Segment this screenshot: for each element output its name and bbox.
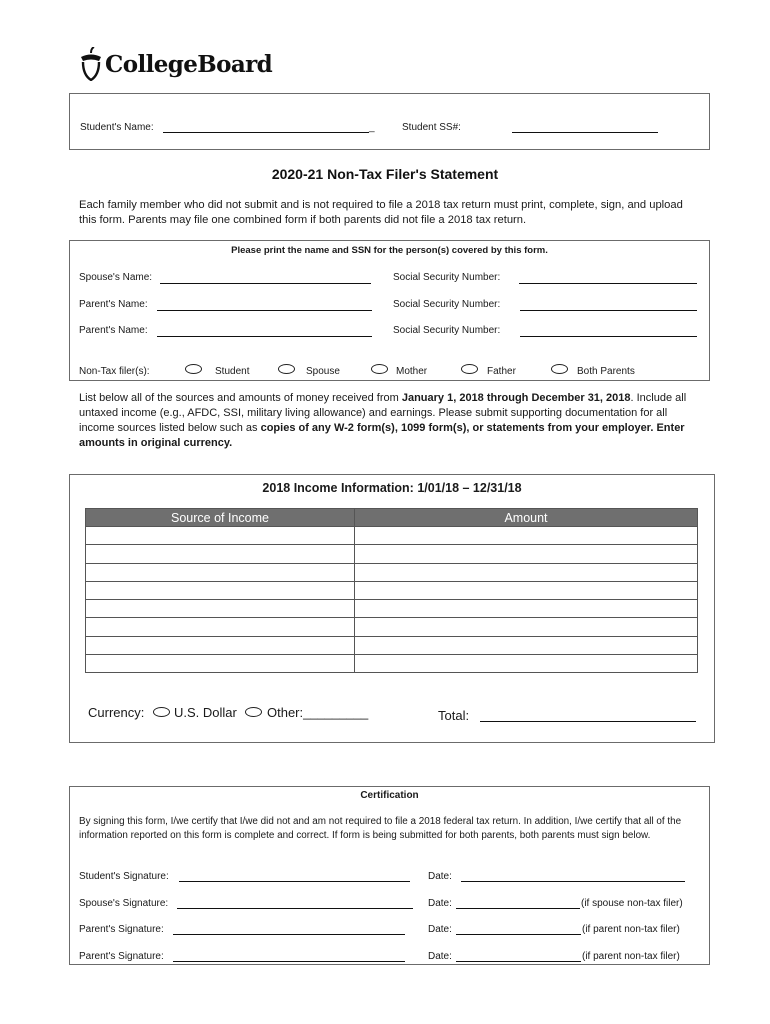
acorn-icon	[78, 47, 104, 81]
table-row	[86, 655, 698, 673]
filer-student-radio[interactable]	[185, 364, 202, 374]
filer-father-label: Father	[487, 366, 516, 377]
currency-label: Currency:	[88, 705, 145, 720]
student-signature-label: Student's Signature:	[79, 871, 169, 882]
source-cell[interactable]	[86, 581, 355, 599]
parent2-signature-note: (if parent non-tax filer)	[582, 951, 680, 962]
amount-cell[interactable]	[355, 581, 698, 599]
instructions-date-range: January 1, 2018 through December 31, 2018	[401, 392, 631, 404]
filer-both-parents-label: Both Parents	[577, 366, 635, 377]
income-instructions	[79, 391, 699, 451]
parent1-date-label: Date:	[428, 924, 452, 935]
source-cell[interactable]	[86, 636, 355, 654]
parent1-ssn-label: Social Security Number:	[393, 299, 501, 310]
student-date-label: Date:	[428, 871, 452, 882]
currency-other-label[interactable]: Other:_________	[267, 705, 369, 720]
filer-spouse-radio[interactable]	[278, 364, 295, 374]
spouse-date-label: Date:	[428, 898, 452, 909]
parent2-ssn-label: Social Security Number:	[393, 325, 501, 336]
college-board-logo	[78, 44, 272, 84]
amount-cell[interactable]	[355, 618, 698, 636]
intro-paragraph: Each family member who did not submit and is not required to file a 2018 tax return must print, complete, sign, and upload this form. Parents may file one combined form if both parents did not file a 2018 tax return.	[79, 199, 683, 226]
student-ssn-label: Student SS#:	[402, 122, 461, 133]
parent1-date-field[interactable]	[456, 934, 581, 935]
student-name-trailing: _	[369, 122, 375, 133]
spouse-signature-note: (if spouse non-tax filer)	[581, 898, 683, 909]
parent1-signature-label: Parent's Signature:	[79, 924, 164, 935]
student-ssn-field[interactable]	[512, 132, 658, 133]
page-title: 2020-21 Non-Tax Filer's Statement	[271, 166, 499, 182]
filer-mother-label: Mother	[396, 366, 428, 377]
parent2-name-label: Parent's Name:	[79, 325, 148, 336]
spouse-signature-label: Spouse's Signature:	[79, 898, 169, 909]
total-label: Total:	[438, 708, 470, 723]
certification-text: By signing this form, I/we certify that I/we did not and am not required to file a 2018 federal tax return. In addition, I/we certify that all of the information reported on this form is complete and correct. If form is being submitted for both parents, both parents must sign below.	[79, 816, 682, 841]
parent1-signature-note: (if parent non-tax filer)	[582, 924, 680, 935]
filer-student-label: Student	[215, 366, 250, 377]
parent1-signature-field[interactable]	[173, 934, 405, 935]
amount-cell[interactable]	[355, 600, 698, 618]
table-row	[86, 563, 698, 581]
filer-father-radio[interactable]	[461, 364, 478, 374]
currency-usd-label: U.S. Dollar	[174, 705, 237, 720]
logo-text: CollegeBoard	[105, 50, 273, 78]
table-row	[86, 636, 698, 654]
covered-heading: Please print the name and SSN for the person(s) covered by this form.	[231, 245, 548, 256]
instructions-text-2: . Include all untaxed income (e.g., AFDC, SSI, military living allowance) and earnings. Please submit supporting documentation for all income sources listed below such as	[79, 392, 687, 434]
parent1-name-label: Parent's Name:	[79, 299, 148, 310]
currency-other-radio[interactable]	[245, 707, 262, 717]
instructions-documents: copies of any W-2 form(s), 1099 form(s), or statements from your employer. Enter amounts in original currency.	[79, 422, 685, 449]
source-cell[interactable]	[86, 618, 355, 636]
filer-mother-radio[interactable]	[371, 364, 388, 374]
spouse-ssn-label: Social Security Number:	[393, 272, 501, 283]
parent2-signature-field[interactable]	[173, 961, 405, 962]
table-row	[86, 545, 698, 563]
income-heading: 2018 Income Information: 1/01/18 – 12/31/18	[262, 481, 522, 495]
currency-usd-radio[interactable]	[153, 707, 170, 717]
spouse-date-field[interactable]	[456, 908, 580, 909]
spouse-ssn-field[interactable]	[519, 283, 697, 284]
amount-cell[interactable]	[355, 545, 698, 563]
source-cell[interactable]	[86, 527, 355, 545]
non-tax-filers-label: Non-Tax filer(s):	[79, 366, 150, 377]
parent2-ssn-field[interactable]	[520, 336, 697, 337]
parent2-date-field[interactable]	[456, 961, 581, 962]
table-row	[86, 618, 698, 636]
parent1-name-field[interactable]	[157, 310, 372, 311]
amount-cell[interactable]	[355, 636, 698, 654]
spouse-signature-field[interactable]	[177, 908, 413, 909]
amount-cell[interactable]	[355, 563, 698, 581]
filer-both-parents-radio[interactable]	[551, 364, 568, 374]
amount-cell[interactable]	[355, 655, 698, 673]
table-row	[86, 527, 698, 545]
source-cell[interactable]	[86, 545, 355, 563]
certification-heading: Certification	[360, 790, 419, 801]
total-field[interactable]	[480, 721, 696, 722]
source-column-header: Source of Income	[86, 509, 355, 527]
parent1-ssn-field[interactable]	[520, 310, 697, 311]
income-table	[85, 508, 698, 673]
student-name-label: Student's Name:	[80, 122, 154, 133]
parent2-name-field[interactable]	[157, 336, 372, 337]
student-name-field[interactable]	[163, 132, 369, 133]
amount-column-header: Amount	[355, 509, 698, 527]
income-table-header	[86, 509, 698, 527]
table-row	[86, 581, 698, 599]
filer-spouse-label: Spouse	[306, 366, 340, 377]
parent2-signature-label: Parent's Signature:	[79, 951, 164, 962]
student-date-field[interactable]	[461, 881, 685, 882]
spouse-name-label: Spouse's Name:	[79, 272, 153, 283]
instructions-text-1: List below all of the sources and amounts of money received from	[79, 392, 402, 404]
student-info-box	[69, 93, 710, 150]
amount-cell[interactable]	[355, 527, 698, 545]
parent2-date-label: Date:	[428, 951, 452, 962]
source-cell[interactable]	[86, 563, 355, 581]
student-signature-field[interactable]	[179, 881, 410, 882]
table-row	[86, 600, 698, 618]
spouse-name-field[interactable]	[160, 283, 371, 284]
source-cell[interactable]	[86, 655, 355, 673]
source-cell[interactable]	[86, 600, 355, 618]
